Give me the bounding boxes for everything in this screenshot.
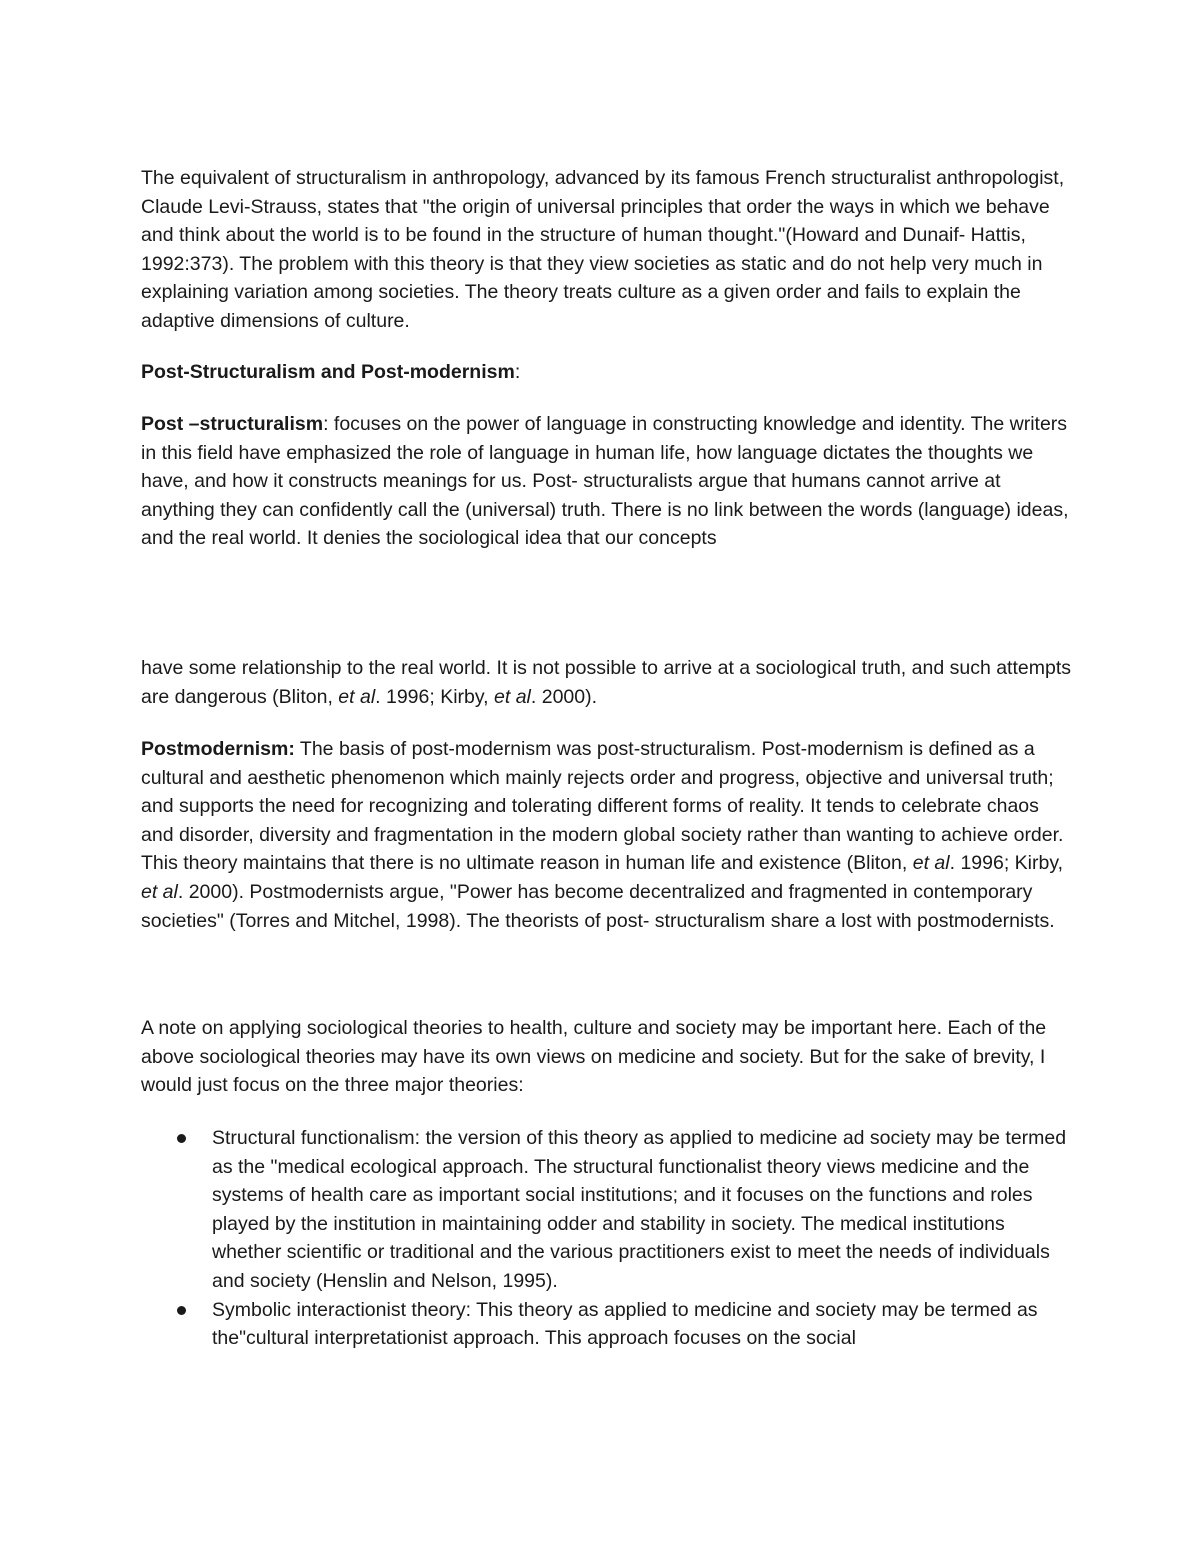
section-heading-colon: : xyxy=(514,361,521,383)
text-run: . 1996; Kirby, xyxy=(375,685,495,708)
text-run: . 1996; Kirby, xyxy=(949,852,1064,875)
italic-et-al: et al xyxy=(912,852,950,875)
italic-et-al: et al xyxy=(141,880,178,903)
paragraph-postmodernism xyxy=(141,735,1071,935)
list-item xyxy=(141,1124,1071,1296)
section-heading xyxy=(141,358,1071,387)
text-run: . 2000). xyxy=(530,685,598,708)
paragraph-body: : focuses on the power of language in constructing knowledge and identity. The writers in this field have emphasized the role of language in human life, how language dictates the thoughts we have, and how it constructs meanings for us. Post- structuralists argue that humans cannot arrive at anything they can confidently call the (universal) truth. There is no link between the words (language) ideas, and the real world. It denies the sociological idea that our concepts xyxy=(141,413,1069,550)
text-run: The basis of post-modernism was post-structuralism. Post-modernism is defined as a cultural and aesthetic phenomenon which mainly rejects order and progress, objective and universal truth; and supports the need for recognizing and tolerating different forms of reality. It tends to celebrate chaos and disorder, diversity and fragmentation in the modern global society rather than wanting to achieve order. This theory maintains that there is no ultimate reason in human life and existence (Bliton, xyxy=(141,738,1064,875)
paragraph-note-on-theories: A note on applying sociological theories to health, culture and society may be important here. Each of the above sociological theories may have its own views on medicine and society. But for the sake of brevity, I would just focus on the three major theories: xyxy=(141,1017,1047,1097)
italic-et-al: et al xyxy=(338,685,376,708)
bullet-icon xyxy=(177,1134,186,1143)
term-post-structuralism: Post –structuralism xyxy=(141,413,324,435)
section-heading-title: Post-Structuralism and Post-modernism xyxy=(141,361,515,383)
list-item-text: Symbolic interactionist theory: This theory as applied to medicine and society may be termed as the"cultural interpretationist approach. This approach focuses on the social xyxy=(212,1298,1038,1350)
list-item xyxy=(141,1296,1071,1353)
italic-et-al: et al xyxy=(494,685,531,708)
text-run: . 2000). Postmodernists argue, "Power has become decentralized and fragmented in contemporary societies" (Torres and Mitchel, 1998). The theorists of post- structuralism share a lost with postmodernists. xyxy=(141,880,1055,932)
term-postmodernism: Postmodernism: xyxy=(141,738,295,760)
bullet-icon xyxy=(177,1306,186,1315)
paragraph-structuralism-anthropology: The equivalent of structuralism in anthropology, advanced by its famous French structuralist anthropologist, Claude Levi-Strauss, states that "the origin of universal principles that order the ways in which we behave and think about the world is to be found in the structure of human thought."(Howard and Dunaif- Hattis, 1992:373). The problem with this theory is that they view societies as static and do not help very much in explaining variation among societies. The theory treats culture as a given order and fails to explain the adaptive dimensions of culture. xyxy=(141,167,1065,332)
text-run: have some relationship to the real world. It is not possible to arrive at a sociological truth, and such attempts are dangerous (Bliton, xyxy=(141,657,1071,708)
paragraph-continuation xyxy=(141,654,1071,711)
paragraph-post-structuralism xyxy=(141,410,1071,553)
theories-bullet-list xyxy=(141,1124,1071,1353)
list-item-text: Structural functionalism: the version of this theory as applied to medicine ad society may be termed as the "medical ecological approach. The structural functionalist theory views medicine and the systems of health care as important social institutions; and it focuses on the functions and roles played by the institution in maintaining odder and stability in society. The medical institutions whether scientific or traditional and the various practitioners exist to meet the needs of individuals and society (Henslin and Nelson, 1995). xyxy=(212,1127,1067,1292)
